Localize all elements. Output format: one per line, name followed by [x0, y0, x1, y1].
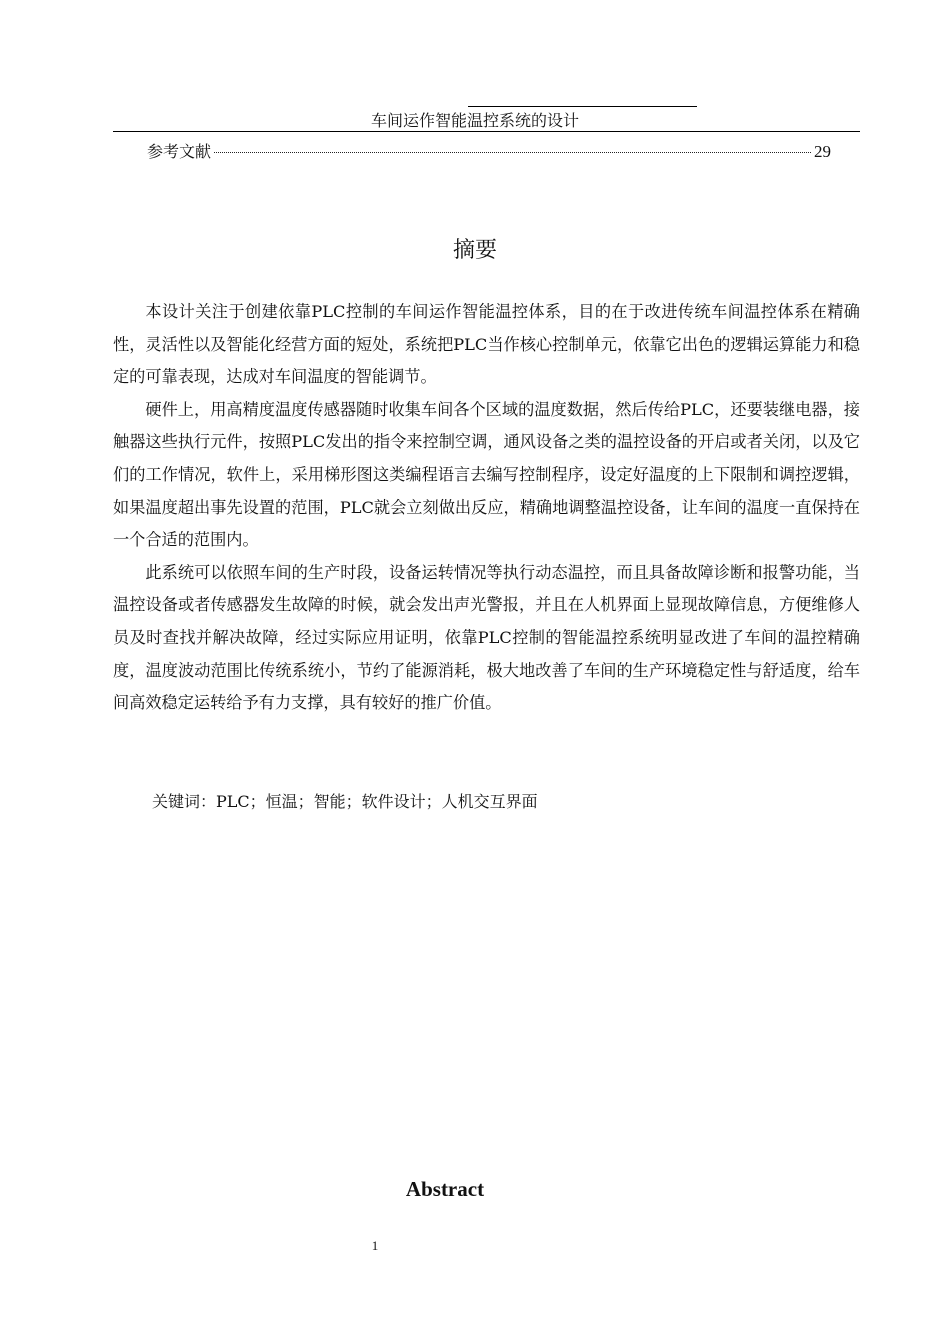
- abstract-en-heading: Abstract: [405, 1177, 485, 1201]
- toc-entry-page: 29: [814, 142, 831, 161]
- toc-dot-leader: [214, 152, 811, 153]
- abstract-cn-heading: 摘要: [452, 238, 497, 263]
- header-rule: [113, 131, 860, 132]
- keywords-line: 关键词：PLC；恒温；智能；软件设计；人机交互界面: [152, 792, 538, 811]
- running-header-title: 车间运作智能温控系统的设计: [370, 111, 579, 130]
- abstract-paragraph-3: 此系统可以依照车间的生产时段，设备运转情况等执行动态温控，而且具备故障诊断和报警功能，当温控设备或者传感器发生故障的时候，就会发出声光警报，并且在人机界面上显现故障信息，方便维修人员及时查找并解决故障，经过实际应用证明，依靠PLC控制的智能温控系统明显改进了车间的温控精确度，温度波动范围比传统系统小，节约了能源消耗，极大地改善了车间的生产环境稳定性与舒适度，给车间高效稳定运转给予有力支撑，具有较好的推广价值。: [113, 562, 860, 713]
- toc-entry-references: [147, 139, 831, 163]
- abstract-paragraph-1: 本设计关注于创建依靠PLC控制的车间运作智能温控体系，目的在于改进传统车间温控体系在精确性，灵活性以及智能化经营方面的短处，系统把PLC当作核心控制单元，依靠它出色的逻辑运算能力和稳定的可靠表现，达成对车间温度的智能调节。: [113, 302, 860, 387]
- abstract-paragraph-2: 硬件上，用高精度温度传感器随时收集车间各个区域的温度数据，然后传给PLC，还要装继电器，接触器这些执行元件，按照PLC发出的指令来控制空调，通风设备之类的温控设备的开启或者关闭，以及它们的工作情况，软件上，采用梯形图这类编程语言去编写控制程序，设定好温度的上下限制和调控逻辑，如果温度超出事先设置的范围，PLC就会立刻做出反应，精确地调整温控设备，让车间的温度一直保持在一个合适的范围内。: [113, 399, 860, 550]
- page-number: 1: [371, 1238, 379, 1253]
- toc-entry-label: 参考文献: [147, 142, 212, 161]
- abstract-cn-body: [113, 296, 860, 720]
- header-top-rule: [468, 106, 697, 107]
